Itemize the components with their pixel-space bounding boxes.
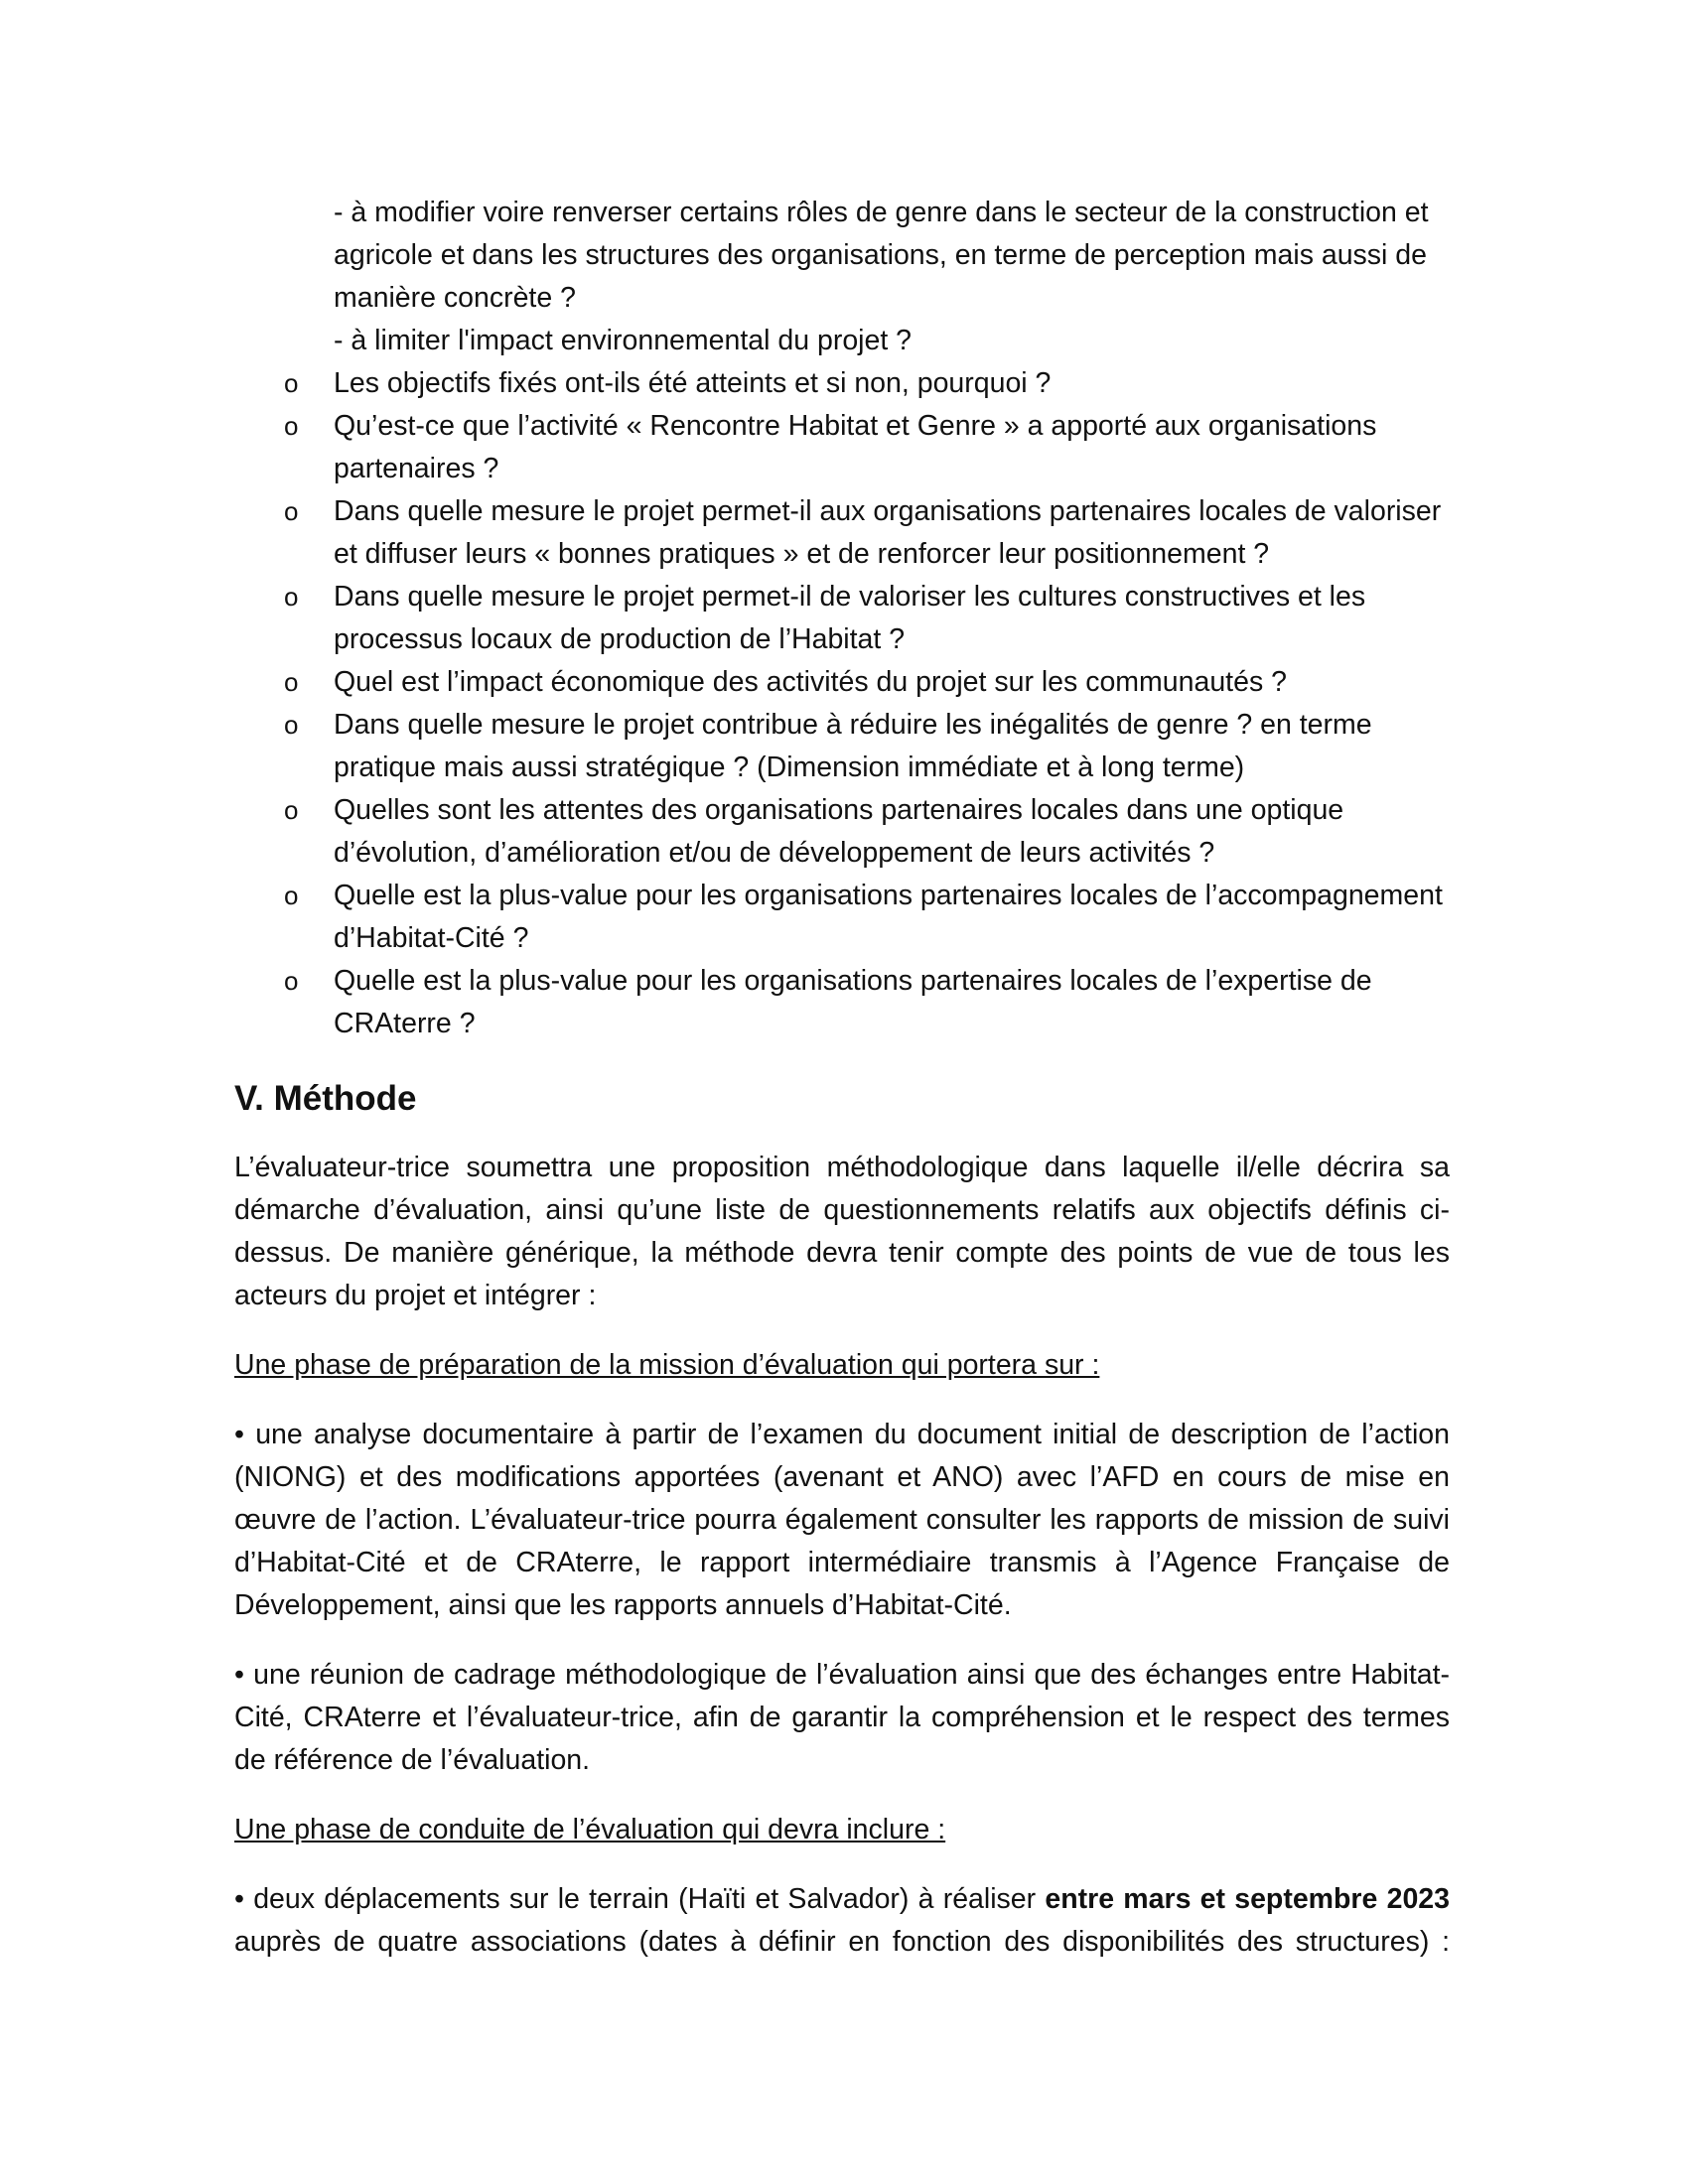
- continuation-line: - à limiter l'impact environnemental du projet ?: [334, 325, 913, 356]
- list-item: [234, 789, 1450, 875]
- question-text: Dans quelle mesure le projet contribue à réduire les inégalités de genre ? en terme pratique mais aussi stratégique ? (Dimension immédiate et à long terme): [334, 709, 1372, 783]
- question-text: Quel est l’impact économique des activités du projet sur les communautés ?: [334, 666, 1287, 698]
- circle-bullet-icon: o: [284, 411, 299, 441]
- question-text: Qu’est-ce que l’activité « Rencontre Habitat et Genre » a apporté aux organisations partenaires ?: [334, 410, 1377, 484]
- question-text: Quelles sont les attentes des organisations partenaires locales dans une optique d’évolution, d’amélioration et/ou de développement de leurs activités ?: [334, 794, 1344, 869]
- phase-preparation-heading: Une phase de préparation de la mission d’évaluation qui portera sur :: [234, 1349, 1100, 1381]
- list-item: [234, 362, 1450, 405]
- circle-bullet-icon: o: [284, 368, 299, 398]
- phase-preparation-item-meeting: • une réunion de cadrage méthodologique de l’évaluation ainsi que des échanges entre Habitat-Cité, CRAterre et l’évaluateur-trice, afin de garantir la compréhension et le respect des termes de référence de l’évaluation.: [234, 1659, 1450, 1776]
- section-heading: V. Méthode: [234, 1079, 417, 1118]
- circle-bullet-icon: o: [284, 667, 299, 697]
- list-item: [234, 576, 1450, 661]
- continuation-line: - à modifier voire renverser certains rôles de genre dans le secteur de la construction et agricole et dans les structures des organisations, en terme de perception mais aussi de manière concrète ?: [334, 197, 1429, 314]
- fieldwork-dates: entre mars et septembre 2023: [1045, 1883, 1450, 1915]
- phase-conduct-heading: Une phase de conduite de l’évaluation qui devra inclure :: [234, 1814, 946, 1845]
- circle-bullet-icon: o: [284, 496, 299, 526]
- questions-list: [234, 362, 1450, 1045]
- question-text: Les objectifs fixés ont-ils été atteints et si non, pourquoi ?: [334, 367, 1052, 399]
- circle-bullet-icon: o: [284, 795, 299, 825]
- list-item: [234, 875, 1450, 960]
- phase-preparation-item-analysis: • une analyse documentaire à partir de l’examen du document initial de description de l’action (NIONG) et des modifications apportées (avenant et ANO) avec l’AFD en cours de mise en œuvre de l’action. L’évaluateur-trice pourra également consulter les rapports de mission de suivi d’Habitat-Cité et de CRAterre, le rapport intermédiaire transmis à l’Agence Française de Développement, ainsi que les rapports annuels d’Habitat-Cité.: [234, 1419, 1450, 1621]
- circle-bullet-icon: o: [284, 966, 299, 996]
- phase-conduct-item-fieldwork: [234, 1878, 1450, 1964]
- circle-bullet-icon: o: [284, 710, 299, 740]
- page-content: [234, 192, 1450, 1990]
- question-text: Quelle est la plus-value pour les organisations partenaires locales de l’accompagnement d’Habitat-Cité ?: [334, 880, 1443, 954]
- list-item: [234, 960, 1450, 1045]
- list-item: [234, 661, 1450, 704]
- intro-paragraph: L’évaluateur-trice soumettra une proposition méthodologique dans laquelle il/elle décrira sa démarche d’évaluation, ainsi qu’une liste de questionnements relatifs aux objectifs définis ci-dessus. De manière générique, la méthode devra tenir compte des points de vue de tous les acteurs du projet et intégrer :: [234, 1152, 1450, 1311]
- list-item: [234, 704, 1450, 789]
- circle-bullet-icon: o: [284, 582, 299, 612]
- fieldwork-text-start: • deux déplacements sur le terrain (Haïti et Salvador) à réaliser: [234, 1883, 1046, 1915]
- circle-bullet-icon: o: [284, 881, 299, 910]
- question-text: Dans quelle mesure le projet permet-il de valoriser les cultures constructives et les processus locaux de production de l’Habitat ?: [334, 581, 1366, 655]
- question-text: Dans quelle mesure le projet permet-il aux organisations partenaires locales de valoriser et diffuser leurs « bonnes pratiques » et de renforcer leur positionnement ?: [334, 495, 1442, 570]
- fieldwork-text-end: auprès de quatre associations (dates à définir en fonction des disponibilités des structures) :: [234, 1926, 1450, 1958]
- question-text: Quelle est la plus-value pour les organisations partenaires locales de l’expertise de CRAterre ?: [334, 965, 1372, 1039]
- list-item: [234, 490, 1450, 576]
- list-item: [234, 405, 1450, 490]
